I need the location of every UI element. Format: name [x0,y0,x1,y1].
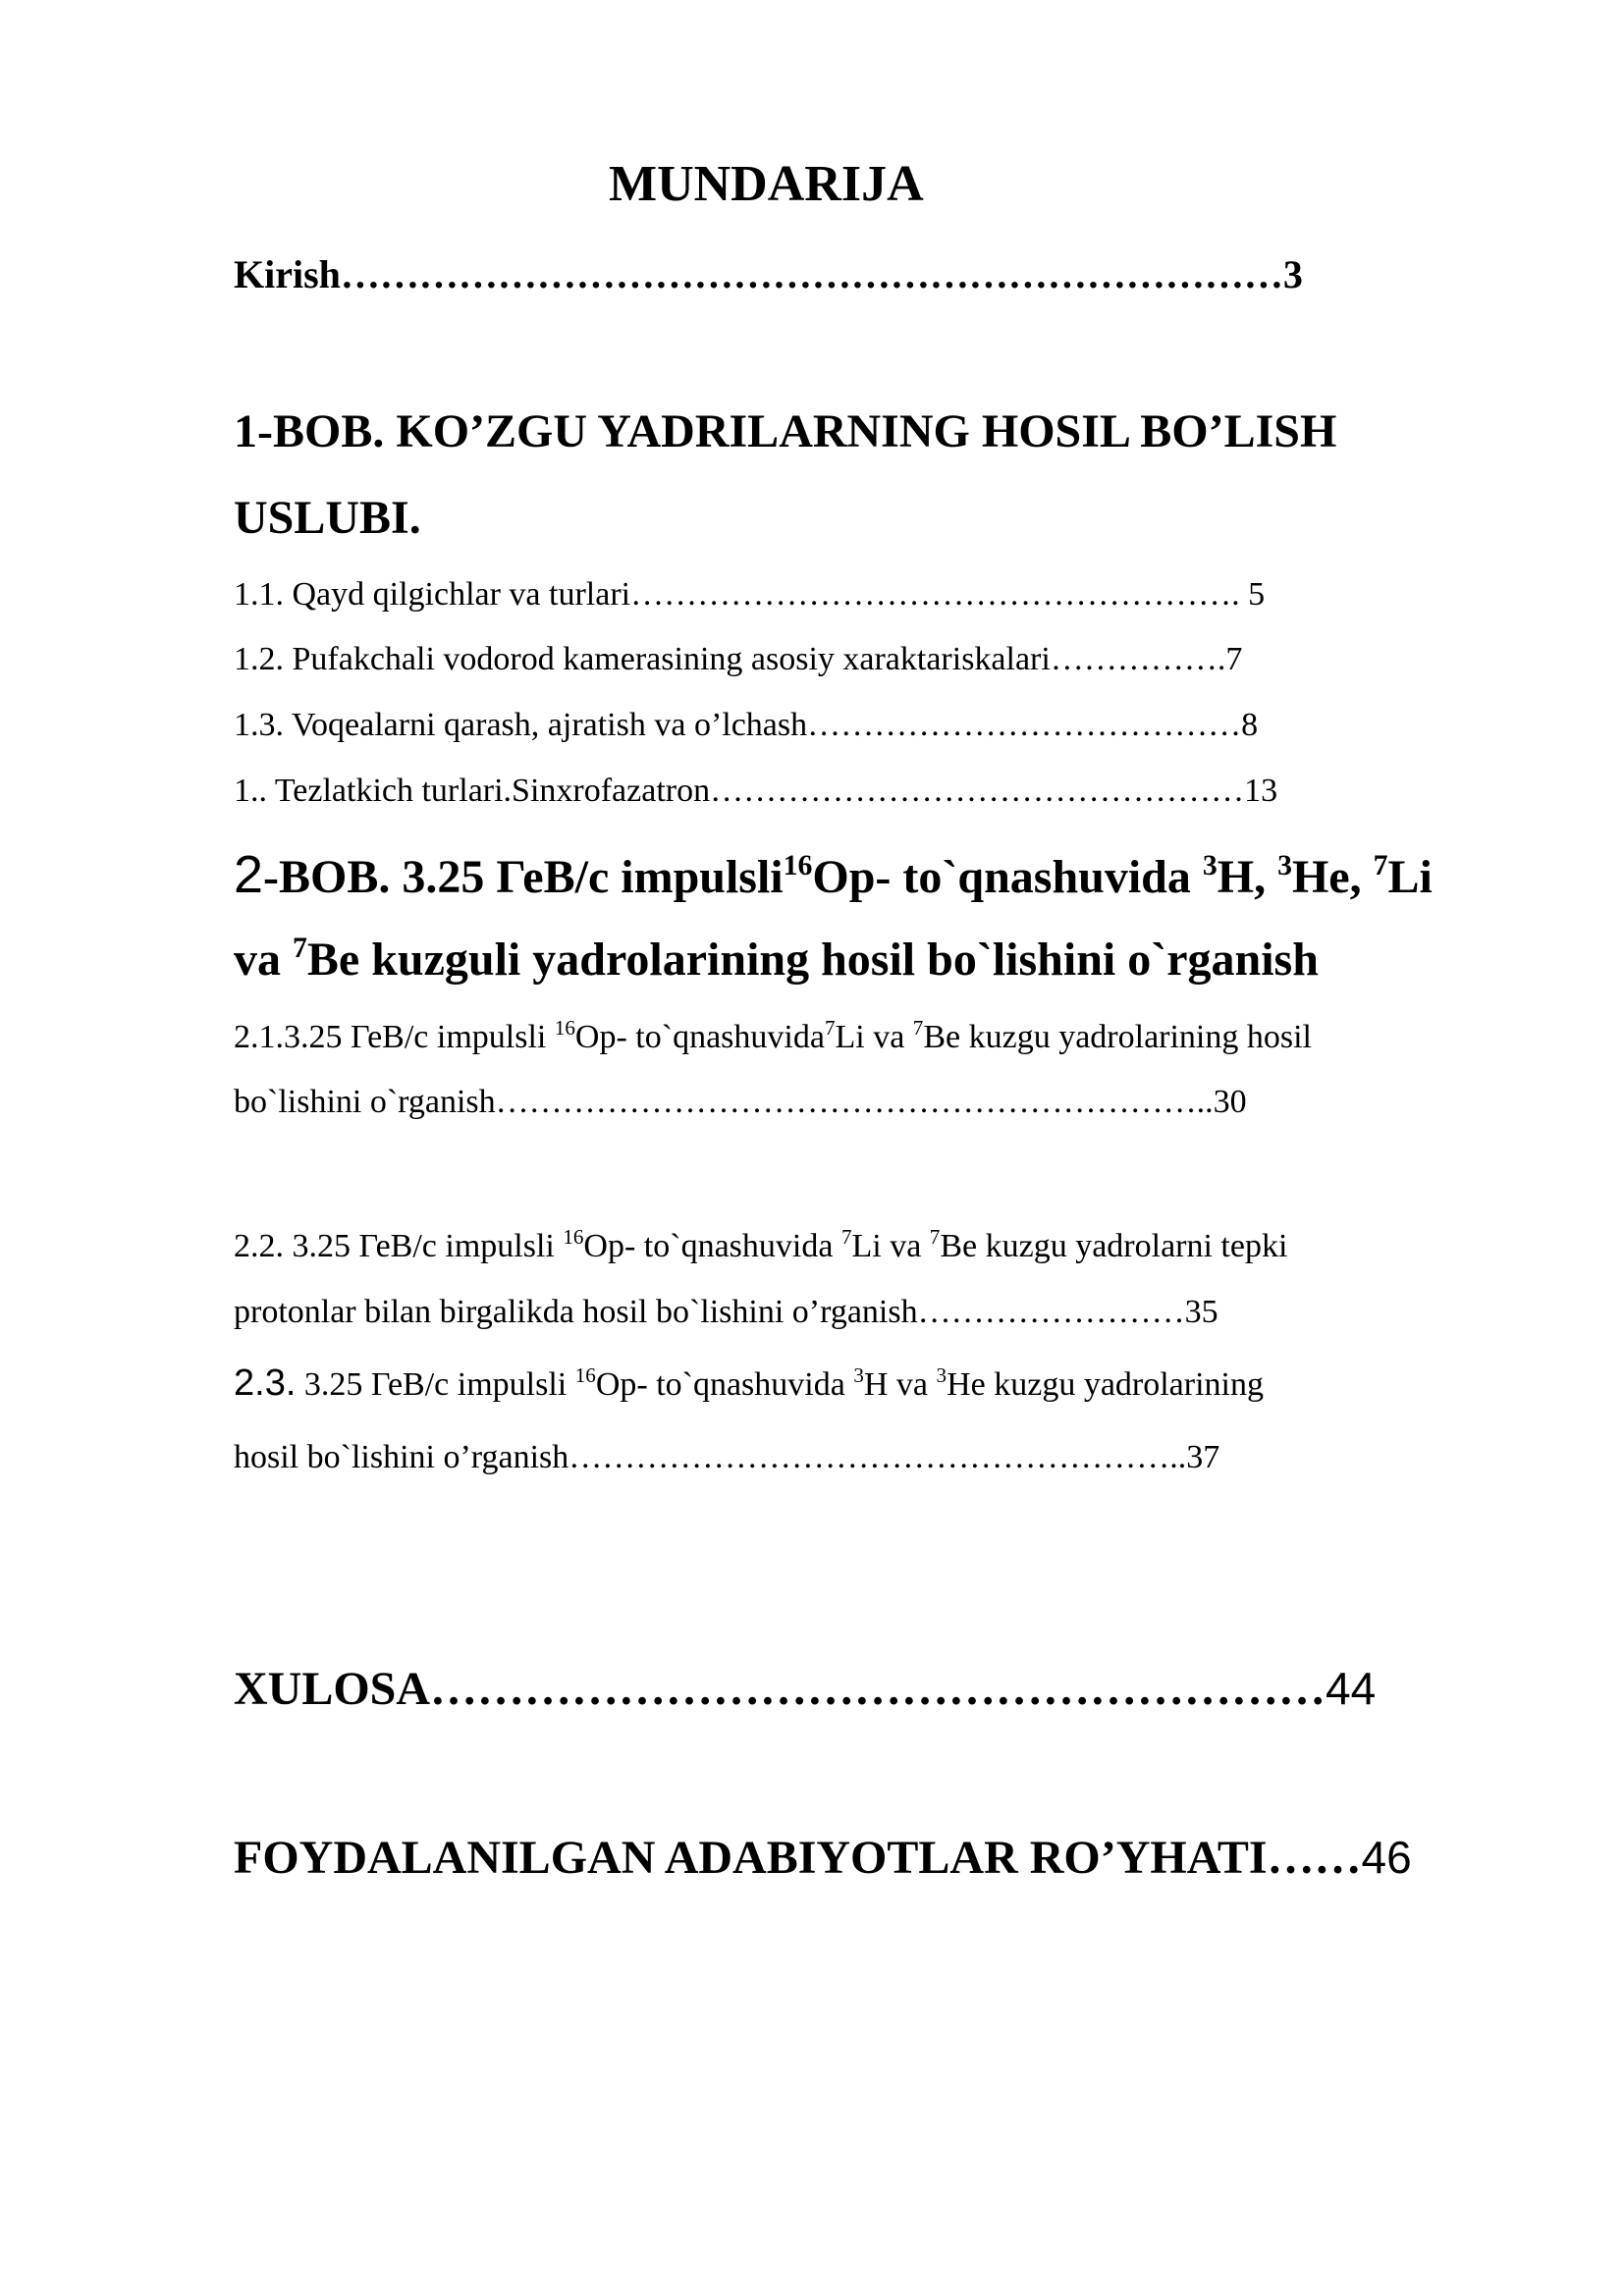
entry-text: H va [863,1366,937,1403]
chapter2-heading-line2 [234,933,1319,987]
entry-text: Op- to`qnashuvida [583,1228,841,1264]
superscript: 16 [783,848,813,881]
toc-entry-2-3-line2: hosil bo`lishini o’rganish………………………………………………..37 [234,1439,1220,1475]
entry-text: 2.2. 3.25 ГеВ/с impulsli [234,1228,564,1264]
chapter2-number: 2 [234,845,264,904]
superscript: 7 [1373,848,1388,881]
toc-entry-xulosa [234,1662,1376,1716]
superscript: 3 [936,1362,947,1387]
superscript: 16 [563,1224,584,1249]
toc-entry-2-1-line1 [234,1015,1312,1056]
chapter1-heading-line1: 1-BOB. KO’ZGU YADRILARNING HOSIL BO’LISH [234,405,1337,457]
toc-entry-2-2-line2: protonlar bilan birgalikda hosil bo`lishini o’rganish……………………35 [234,1294,1218,1330]
chapter1-heading-line2: USLUBI. [234,492,421,544]
superscript: 7 [824,1015,836,1040]
xulosa-page: 44 [1326,1663,1377,1714]
toc-entry-kirish [234,251,1303,297]
kirish-page: 3 [1282,252,1303,296]
kirish-label: Kirish [234,252,341,296]
references-label: FOYDALANILGAN ADABIYOTLAR RO’YHATI…… [234,1832,1362,1884]
entry-number: 2.3. [234,1362,297,1404]
entry-text: Be kuzgu yadrolarni tepki [940,1228,1288,1264]
toc-entry-references [234,1831,1412,1885]
entry-text: Li va [851,1228,930,1264]
superscript: 7 [929,1224,941,1249]
entry-text: He kuzgu yadrolarining [947,1366,1264,1403]
kirish-leader: ……………………………………………………………… [340,252,1283,296]
toc-entry-2-2-line1 [234,1224,1288,1265]
toc-entry-2-1-line2: bo`lishini o`rganish………………………………………………………..30 [234,1084,1247,1120]
page-title: MUNDARIJA [609,156,924,212]
chapter2-text: Be kuzguli yadrolarining hosil bo`lishini o`rganish [306,934,1319,986]
superscript: 16 [554,1015,575,1040]
chapter2-text: Op- to`qnashuvida [812,851,1203,903]
toc-entry-1-1: 1.1. Qayd qilgichlar va turlari………………………………………………. 5 [234,576,1266,613]
references-page: 46 [1361,1832,1412,1883]
chapter2-text: He, [1291,851,1374,903]
entry-text: Be kuzgu yadrolarining hosil [923,1019,1312,1055]
xulosa-label: XULOSA………………………………………………… [234,1663,1326,1715]
entry-text: Op- to`qnashuvida [595,1366,854,1403]
entry-text: Li va [835,1019,913,1055]
toc-entry-1-4: 1.. Tezlatkich turlari.Sinxrofazatron…………………………………………13 [234,773,1278,809]
entry-text: 3.25 ГеВ/с impulsli [296,1366,575,1403]
superscript: 7 [840,1224,852,1249]
chapter2-text: Li [1387,851,1433,903]
superscript: 16 [574,1362,596,1387]
toc-entry-1-2: 1.2. Pufakchali vodorod kamerasining asosiy xaraktariskalari…………….7 [234,641,1243,677]
chapter2-text: H, [1217,851,1278,903]
entry-text: 2.1.3.25 ГеВ/с impulsli [234,1019,555,1055]
superscript: 3 [853,1362,864,1387]
toc-entry-2-3-line1 [234,1362,1264,1405]
chapter2-text: va [234,934,293,986]
entry-text: Op- to`qnashuvida [574,1019,825,1055]
chapter2-heading-line1 [234,844,1433,905]
superscript: 7 [293,931,307,964]
superscript: 3 [1277,848,1292,881]
superscript: 7 [912,1015,924,1040]
superscript: 3 [1202,848,1218,881]
toc-entry-1-3: 1.3. Voqealarni qarash, ajratish va o’lchash…………………………………8 [234,707,1259,743]
chapter2-text: -BOB. 3.25 ГеВ/с impulsli [263,851,784,903]
